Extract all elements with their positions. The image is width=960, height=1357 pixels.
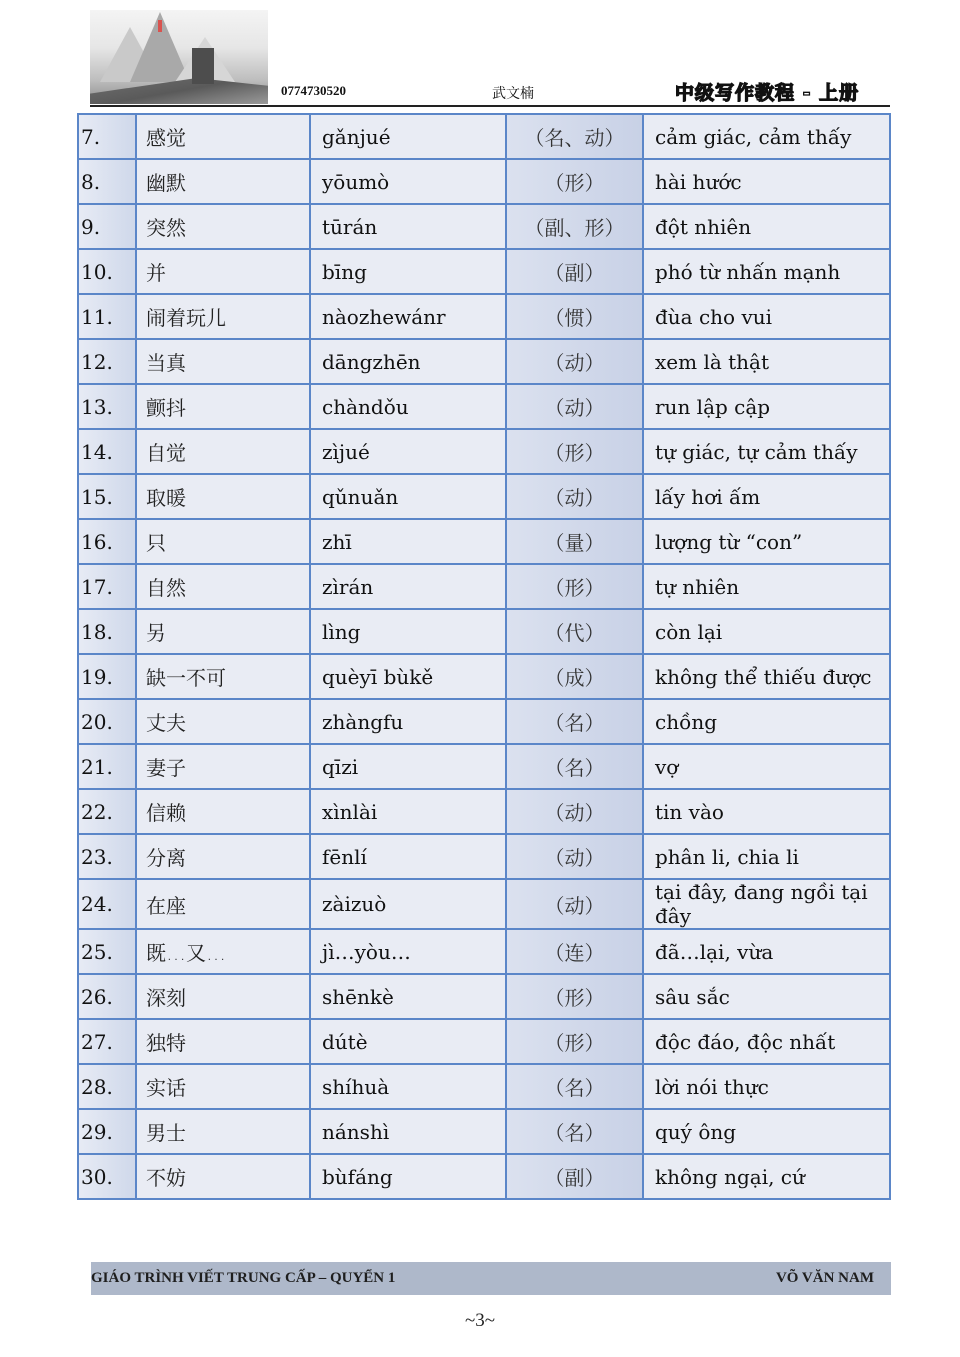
part-of-speech-cell: （名）	[506, 1064, 643, 1109]
hanzi-cell: 丈夫	[136, 699, 310, 744]
vocabulary-table	[77, 113, 891, 1200]
hanzi-cell: 不妨	[136, 1154, 310, 1199]
meaning-cell: cảm giác, cảm thấy	[643, 114, 890, 159]
row-number: 18.	[78, 609, 136, 654]
part-of-speech-cell: （名）	[506, 744, 643, 789]
hanzi-cell: 感觉	[136, 114, 310, 159]
pinyin-cell: tūrán	[310, 204, 506, 249]
pinyin-cell: nánshì	[310, 1109, 506, 1154]
table-row	[78, 384, 890, 429]
row-number: 8.	[78, 159, 136, 204]
table-row	[78, 789, 890, 834]
meaning-cell: tin vào	[643, 789, 890, 834]
pinyin-cell: lìng	[310, 609, 506, 654]
row-number: 14.	[78, 429, 136, 474]
hanzi-cell: 取暖	[136, 474, 310, 519]
part-of-speech-cell: （动）	[506, 474, 643, 519]
pinyin-cell: zìrán	[310, 564, 506, 609]
pinyin-cell: zàizuò	[310, 879, 506, 929]
table-row	[78, 204, 890, 249]
row-number: 25.	[78, 929, 136, 974]
footer-bar	[91, 1262, 891, 1295]
pinyin-cell: zhī	[310, 519, 506, 564]
row-number: 10.	[78, 249, 136, 294]
pinyin-cell: zìjué	[310, 429, 506, 474]
part-of-speech-cell: （量）	[506, 519, 643, 564]
row-number: 23.	[78, 834, 136, 879]
pinyin-cell: nàozhewánr	[310, 294, 506, 339]
part-of-speech-cell: （形）	[506, 159, 643, 204]
hanzi-cell: 独特	[136, 1019, 310, 1064]
table-row	[78, 1154, 890, 1199]
meaning-cell: tự giác, tự cảm thấy	[643, 429, 890, 474]
meaning-cell: không thể thiếu được	[643, 654, 890, 699]
row-number: 28.	[78, 1064, 136, 1109]
table-row	[78, 429, 890, 474]
part-of-speech-cell: （副、形）	[506, 204, 643, 249]
pinyin-cell: shíhuà	[310, 1064, 506, 1109]
hanzi-cell: 自然	[136, 564, 310, 609]
table-row	[78, 1064, 890, 1109]
part-of-speech-cell: （名、动）	[506, 114, 643, 159]
hanzi-cell: 缺一不可	[136, 654, 310, 699]
row-number: 12.	[78, 339, 136, 384]
meaning-cell: đùa cho vui	[643, 294, 890, 339]
hanzi-cell: 只	[136, 519, 310, 564]
hanzi-cell: 既…又…	[136, 929, 310, 974]
row-number: 19.	[78, 654, 136, 699]
table-row	[78, 1019, 890, 1064]
table-row	[78, 654, 890, 699]
part-of-speech-cell: （动）	[506, 879, 643, 929]
meaning-cell: hài hước	[643, 159, 890, 204]
meaning-cell: xem là thật	[643, 339, 890, 384]
meaning-cell: đột nhiên	[643, 204, 890, 249]
footer-author: VÕ VĂN NAM	[775, 1270, 874, 1286]
hanzi-cell: 男士	[136, 1109, 310, 1154]
part-of-speech-cell: （动）	[506, 834, 643, 879]
hanzi-cell: 信赖	[136, 789, 310, 834]
great-wall-header-image	[90, 10, 268, 104]
pinyin-cell: xìnlài	[310, 789, 506, 834]
table-row	[78, 564, 890, 609]
row-number: 29.	[78, 1109, 136, 1154]
hanzi-cell: 分离	[136, 834, 310, 879]
part-of-speech-cell: （副）	[506, 249, 643, 294]
hanzi-cell: 当真	[136, 339, 310, 384]
table-row	[78, 249, 890, 294]
pinyin-cell: fēnlí	[310, 834, 506, 879]
meaning-cell: lấy hơi ấm	[643, 474, 890, 519]
pinyin-cell: dāngzhēn	[310, 339, 506, 384]
hanzi-cell: 幽默	[136, 159, 310, 204]
pinyin-cell: bīng	[310, 249, 506, 294]
table-row	[78, 609, 890, 654]
table-row	[78, 744, 890, 789]
meaning-cell: đã…lại, vừa	[643, 929, 890, 974]
row-number: 16.	[78, 519, 136, 564]
part-of-speech-cell: （惯）	[506, 294, 643, 339]
page-header	[90, 10, 890, 107]
part-of-speech-cell: （名）	[506, 699, 643, 744]
meaning-cell: phó từ nhấn mạnh	[643, 249, 890, 294]
part-of-speech-cell: （形）	[506, 974, 643, 1019]
pinyin-cell: bùfáng	[310, 1154, 506, 1199]
row-number: 15.	[78, 474, 136, 519]
pinyin-cell: chàndǒu	[310, 384, 506, 429]
pinyin-cell: shēnkè	[310, 974, 506, 1019]
header-author-chinese: 武文楠	[492, 86, 534, 102]
pinyin-cell: qǔnuǎn	[310, 474, 506, 519]
part-of-speech-cell: （形）	[506, 564, 643, 609]
meaning-cell: chồng	[643, 699, 890, 744]
hanzi-cell: 深刻	[136, 974, 310, 1019]
header-phone: 0774730520	[281, 83, 346, 98]
row-number: 22.	[78, 789, 136, 834]
table-row	[78, 159, 890, 204]
meaning-cell: độc đáo, độc nhất	[643, 1019, 890, 1064]
meaning-cell: sâu sắc	[643, 974, 890, 1019]
hanzi-cell: 自觉	[136, 429, 310, 474]
row-number: 11.	[78, 294, 136, 339]
hanzi-cell: 并	[136, 249, 310, 294]
meaning-cell: run lập cập	[643, 384, 890, 429]
part-of-speech-cell: （连）	[506, 929, 643, 974]
table-row	[78, 1109, 890, 1154]
header-divider	[90, 105, 890, 107]
row-number: 9.	[78, 204, 136, 249]
row-number: 17.	[78, 564, 136, 609]
table-row	[78, 519, 890, 564]
page-number: ~3~	[464, 1310, 496, 1331]
table-row	[78, 294, 890, 339]
meaning-cell: tự nhiên	[643, 564, 890, 609]
part-of-speech-cell: （名）	[506, 1109, 643, 1154]
table-row	[78, 929, 890, 974]
pinyin-cell: gǎnjué	[310, 114, 506, 159]
hanzi-cell: 实话	[136, 1064, 310, 1109]
row-number: 7.	[78, 114, 136, 159]
meaning-cell: tại đây, đang ngồi tại đây	[643, 879, 890, 929]
pinyin-cell: qīzi	[310, 744, 506, 789]
part-of-speech-cell: （动）	[506, 339, 643, 384]
part-of-speech-cell: （代）	[506, 609, 643, 654]
meaning-cell: vợ	[643, 744, 890, 789]
meaning-cell: quý ông	[643, 1109, 890, 1154]
part-of-speech-cell: （动）	[506, 384, 643, 429]
hanzi-cell: 闹着玩儿	[136, 294, 310, 339]
hanzi-cell: 突然	[136, 204, 310, 249]
meaning-cell: phân li, chia li	[643, 834, 890, 879]
header-book-title: 中级写作教程 - 上册	[675, 82, 860, 104]
hanzi-cell: 妻子	[136, 744, 310, 789]
pinyin-cell: yōumò	[310, 159, 506, 204]
table-row	[78, 974, 890, 1019]
table-row	[78, 699, 890, 744]
table-row	[78, 879, 890, 929]
row-number: 13.	[78, 384, 136, 429]
row-number: 27.	[78, 1019, 136, 1064]
hanzi-cell: 在座	[136, 879, 310, 929]
hanzi-cell: 另	[136, 609, 310, 654]
pinyin-cell: zhàngfu	[310, 699, 506, 744]
footer-book-title: GIÁO TRÌNH VIẾT TRUNG CẤP – QUYỂN 1	[91, 1270, 396, 1286]
meaning-cell: còn lại	[643, 609, 890, 654]
meaning-cell: không ngại, cứ	[643, 1154, 890, 1199]
table-row	[78, 339, 890, 384]
pinyin-cell: dútè	[310, 1019, 506, 1064]
table-row	[78, 834, 890, 879]
part-of-speech-cell: （动）	[506, 789, 643, 834]
row-number: 21.	[78, 744, 136, 789]
table-row	[78, 474, 890, 519]
part-of-speech-cell: （形）	[506, 429, 643, 474]
part-of-speech-cell: （成）	[506, 654, 643, 699]
meaning-cell: lời nói thực	[643, 1064, 890, 1109]
row-number: 20.	[78, 699, 136, 744]
row-number: 30.	[78, 1154, 136, 1199]
row-number: 26.	[78, 974, 136, 1019]
pinyin-cell: jì…yòu…	[310, 929, 506, 974]
hanzi-cell: 颤抖	[136, 384, 310, 429]
row-number: 24.	[78, 879, 136, 929]
part-of-speech-cell: （副）	[506, 1154, 643, 1199]
pinyin-cell: quèyī bùkě	[310, 654, 506, 699]
table-row	[78, 114, 890, 159]
part-of-speech-cell: （形）	[506, 1019, 643, 1064]
meaning-cell: lượng từ “con”	[643, 519, 890, 564]
